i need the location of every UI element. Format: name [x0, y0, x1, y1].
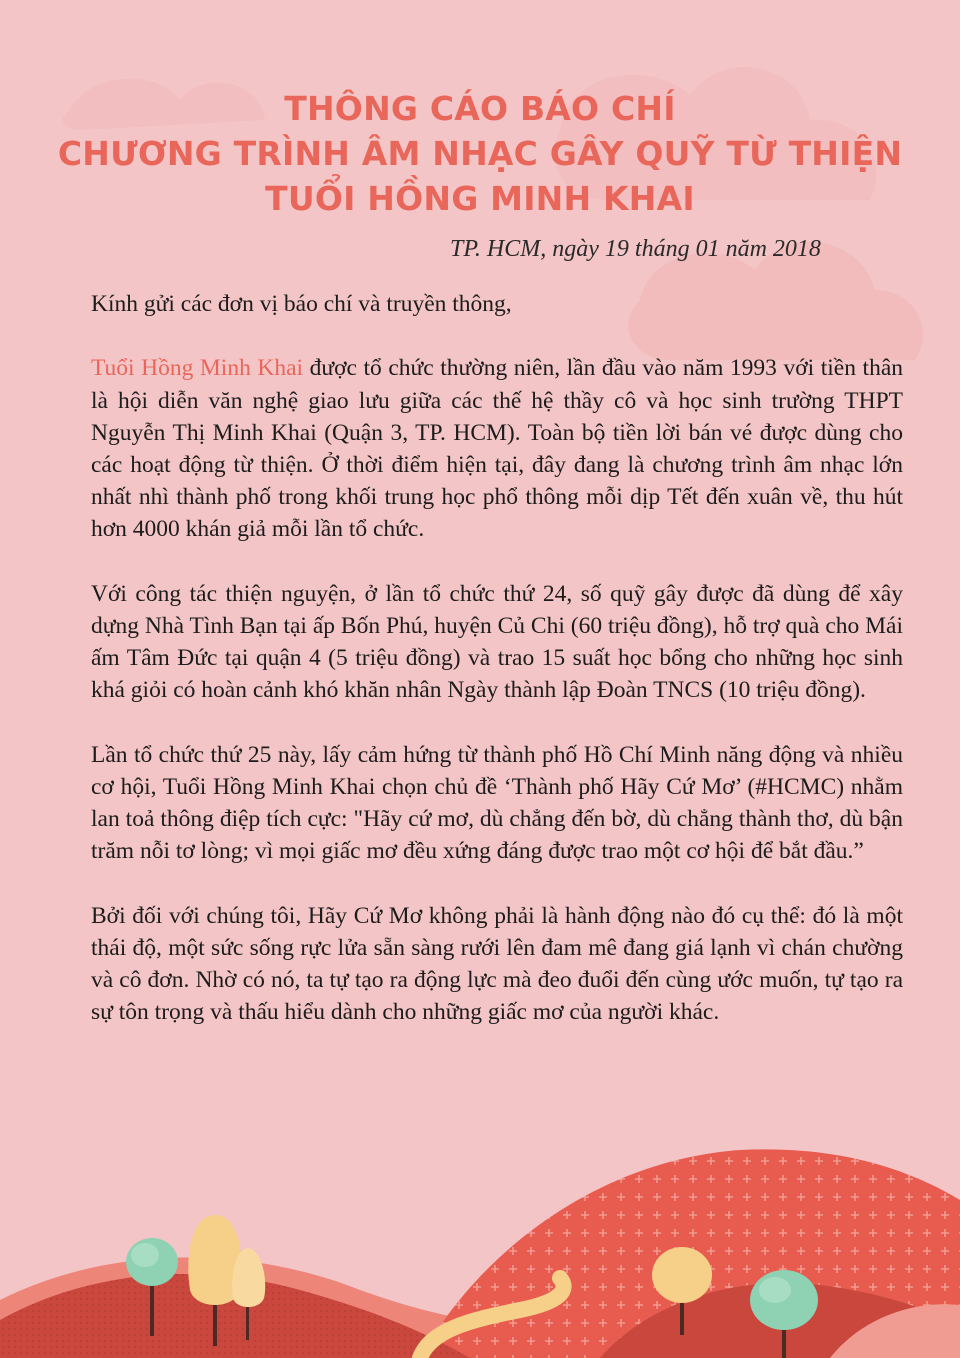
- title-line-1: THÔNG CÁO BÁO CHÍ: [284, 89, 676, 128]
- title-line-3: TUỔI HỒNG MINH KHAI: [265, 179, 695, 218]
- paragraph-4: Bởi đối với chúng tôi, Hãy Cứ Mơ không phải là hành động nào đó cụ thể: đó là một thái độ, một sức sống rực lửa sẵn sàng rưới lên đam mê đang giá lạnh vì chán chường và cô đơn. Nhờ có nó, ta tự tạo ra động lực mà đeo đuổi đến cùng ước muốn, tự tạo ra sự tôn trọng và thấu hiểu dành cho những giấc mơ của người khác.: [91, 902, 903, 1026]
- dateline: TP. HCM, ngày 19 tháng 01 năm 2018: [450, 236, 821, 262]
- paragraph-3: Lần tổ chức thứ 25 này, lấy cảm hứng từ thành phố Hồ Chí Minh năng động và nhiều cơ hội, Tuổi Hồng Minh Khai chọn chủ đề ‘Thành phố Hãy Cứ Mơ’ (#HCMC) nhằm lan toả thông điệp tích cực: "Hãy cứ mơ, dù chẳng đến bờ, dù chẳng thành thơ, dù bận trăm nỗi tơ lòng; vì mọi giấc mơ đều xứng đáng được trao một cơ hội để bắt đầu.”: [91, 741, 903, 865]
- title-line-2: CHƯƠNG TRÌNH ÂM NHẠC GÂY QUỸ TỪ THIỆN: [57, 134, 903, 173]
- event-name-highlight: Tuổi Hồng Minh Khai: [91, 355, 304, 382]
- salutation: Kính gửi các đơn vị báo chí và truyền thông,: [91, 291, 512, 317]
- paragraph-2: Với công tác thiện nguyện, ở lần tổ chức thứ 24, số quỹ gây được đã dùng để xây dựng Nhà Tình Bạn tại ấp Bốn Phú, huyện Củ Chi (60 triệu đồng), hỗ trợ quà cho Mái ấm Tâm Đức tại quận 4 (5 triệu đồng) và trao 15 suất học bổng cho những học sinh khá giỏi có hoàn cảnh khó khăn nhân Ngày thành lập Đoàn TNCS (10 triệu đồng).: [91, 580, 903, 704]
- press-release-title: [0, 86, 960, 221]
- paragraph-1: [91, 352, 903, 545]
- paragraph-1-text: được tổ chức thường niên, lần đầu vào năm 1993 với tiền thân là hội diễn văn nghệ giao lưu giữa các thế hệ thầy cô và học sinh trường THPT Nguyễn Thị Minh Khai (Quận 3, TP. HCM). Toàn bộ tiền lời bán vé được dùng cho các hoạt động từ thiện. Ở thời điểm hiện tại, đây đang là chương trình âm nhạc lớn nhất nhì thành phố trong khối trung học phổ thông mỗi dịp Tết đến xuân về, thu hút hơn 4000 khán giả mỗi lần tổ chức.: [91, 355, 903, 543]
- press-release-body: [91, 288, 903, 1061]
